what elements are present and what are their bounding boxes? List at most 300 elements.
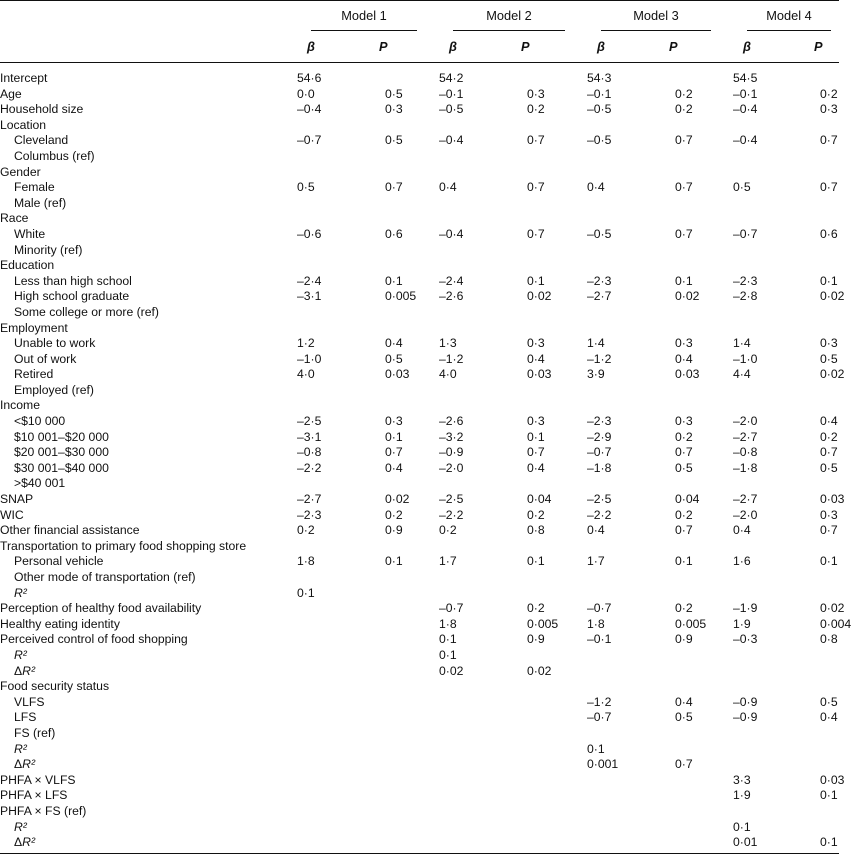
beta-value	[573, 165, 647, 181]
p-value: 0·3	[820, 102, 838, 117]
p-value	[499, 742, 573, 758]
p-value	[792, 305, 839, 321]
p-value	[357, 118, 425, 134]
beta-value: –2·7	[733, 492, 758, 507]
beta-value: –2·4	[297, 273, 322, 288]
table-row	[0, 430, 839, 446]
table-row	[0, 539, 839, 555]
beta-value	[573, 321, 647, 337]
beta-value: –0·1	[439, 86, 464, 101]
beta-value: –1·8	[587, 460, 612, 475]
p-value: 0·7	[527, 180, 545, 195]
p-value	[357, 539, 425, 555]
p-value: 0·1	[792, 835, 839, 853]
beta-value	[573, 648, 647, 664]
beta-value	[283, 149, 357, 165]
p-value: 0·02	[820, 289, 845, 304]
beta-value: 0·4	[439, 180, 457, 195]
p-value: 0·005	[385, 289, 417, 304]
beta-value	[425, 586, 499, 602]
row-label: Employed (ref)	[14, 382, 94, 397]
p-value	[357, 757, 425, 773]
beta-value: –2·2	[587, 507, 612, 522]
table-row	[0, 227, 839, 243]
table-row	[0, 414, 839, 430]
p-value	[647, 383, 719, 399]
beta-value: –1·9	[733, 601, 758, 616]
p-value	[792, 165, 839, 181]
beta-value: –0·9	[439, 445, 464, 460]
p-value: 0·7	[675, 133, 693, 148]
p-value	[647, 804, 719, 820]
table-row	[0, 87, 839, 103]
beta-value	[573, 804, 647, 820]
beta-value: 54·6	[297, 71, 322, 85]
p-value: 0·2	[385, 507, 403, 522]
beta-value	[719, 258, 792, 274]
beta-value: –0·7	[297, 133, 322, 148]
p-value	[792, 804, 839, 820]
beta-value	[719, 539, 792, 555]
beta-value: –3·1	[297, 429, 322, 444]
p-value	[647, 539, 719, 555]
beta-value	[719, 726, 792, 742]
table-row	[0, 321, 839, 337]
p-value: 0·3	[385, 414, 403, 429]
p-value: 0·7	[820, 523, 838, 538]
p-value: 0·7	[385, 180, 403, 195]
row-label: ΔR²	[0, 835, 283, 853]
beta-value	[283, 476, 357, 492]
beta-value: 3·9	[587, 367, 605, 382]
beta-value	[719, 383, 792, 399]
beta-value: 0·1	[439, 632, 457, 647]
row-label: Minority (ref)	[14, 242, 83, 257]
row-label: Income	[0, 398, 40, 413]
beta-value	[573, 476, 647, 492]
beta-value: –2·2	[439, 507, 464, 522]
p-value	[357, 695, 425, 711]
p-header: P	[792, 31, 839, 63]
row-label: Race	[0, 211, 29, 226]
p-value	[647, 586, 719, 602]
p-value: 0·3	[675, 336, 693, 351]
p-value	[499, 757, 573, 773]
p-value	[499, 570, 573, 586]
p-value	[792, 118, 839, 134]
p-value: 0·3	[527, 86, 545, 101]
p-value: 0·2	[675, 102, 693, 117]
beta-value	[425, 710, 499, 726]
p-value: 0·6	[385, 226, 403, 241]
beta-value: –2·0	[733, 414, 758, 429]
beta-value	[283, 211, 357, 227]
beta-value	[573, 211, 647, 227]
table-row	[0, 445, 839, 461]
p-value	[499, 539, 573, 555]
stat-header-row	[0, 31, 839, 63]
beta-value: –0·7	[587, 601, 612, 616]
p-value: 0·7	[675, 226, 693, 241]
p-value	[792, 149, 839, 165]
p-value	[647, 258, 719, 274]
table-row	[0, 835, 839, 853]
table-row	[0, 617, 839, 633]
table-row	[0, 211, 839, 227]
p-value	[647, 305, 719, 321]
p-value: 0·4	[675, 694, 693, 709]
row-label: Female	[14, 180, 55, 195]
p-value: 0·4	[527, 460, 545, 475]
p-value	[647, 118, 719, 134]
table-row	[0, 165, 839, 181]
p-value	[792, 664, 839, 680]
beta-value: –0·4	[733, 133, 758, 148]
beta-value	[425, 835, 499, 853]
row-label: Cleveland	[14, 133, 69, 148]
p-value: 0·1	[385, 429, 403, 444]
row-label: Household size	[0, 102, 84, 117]
beta-value: 0·2	[297, 523, 315, 538]
row-label: $20 001–$30 000	[14, 445, 109, 460]
table-row	[0, 63, 839, 87]
row-label: Intercept	[0, 71, 48, 85]
p-value: 0·1	[527, 554, 545, 569]
beta-value	[719, 586, 792, 602]
beta-value: –0·9	[733, 694, 758, 709]
beta-value: 1·9	[733, 788, 751, 803]
beta-value: 1·7	[439, 554, 457, 569]
p-value: 0·7	[527, 133, 545, 148]
p-value	[792, 476, 839, 492]
row-label: $30 001–$40 000	[14, 460, 109, 475]
beta-value: 0·5	[733, 180, 751, 195]
p-value	[792, 196, 839, 212]
beta-value	[283, 788, 357, 804]
beta-value: 1·8	[587, 616, 605, 631]
beta-value	[573, 118, 647, 134]
p-value	[357, 476, 425, 492]
p-value	[792, 742, 839, 758]
beta-value: –0·1	[587, 632, 612, 647]
beta-value	[573, 570, 647, 586]
p-value: 0·3	[820, 507, 838, 522]
p-value	[499, 149, 573, 165]
p-value	[792, 398, 839, 414]
beta-value: –2·0	[439, 460, 464, 475]
p-value	[499, 804, 573, 820]
p-value	[499, 695, 573, 711]
beta-value: 54·2	[439, 71, 464, 85]
beta-value: –0·7	[439, 601, 464, 616]
beta-value	[573, 149, 647, 165]
table-row	[0, 664, 839, 680]
header-blank	[0, 1, 283, 32]
p-value: 0·4	[675, 351, 693, 366]
p-value	[499, 63, 573, 87]
p-value	[357, 726, 425, 742]
p-value: 0·5	[675, 460, 693, 475]
p-value: 0·4	[385, 336, 403, 351]
p-value: 0·6	[820, 226, 838, 241]
beta-header: β	[573, 31, 647, 63]
beta-value	[425, 773, 499, 789]
beta-header: β	[719, 31, 792, 63]
table-row	[0, 757, 839, 773]
beta-value: 1·8	[439, 616, 457, 631]
beta-value: –2·5	[297, 414, 322, 429]
table-row	[0, 102, 839, 118]
beta-value: 0·2	[439, 523, 457, 538]
row-label: Personal vehicle	[14, 554, 104, 569]
beta-value	[719, 118, 792, 134]
p-value	[357, 679, 425, 695]
p-value: 0·1	[675, 554, 693, 569]
p-value: 0·03	[385, 367, 410, 382]
p-value: 0·9	[385, 523, 403, 538]
row-label: Male (ref)	[14, 195, 67, 210]
table-row	[0, 476, 839, 492]
p-value	[792, 648, 839, 664]
row-label: Less than high school	[14, 273, 132, 288]
p-value: 0·4	[820, 414, 838, 429]
beta-value	[425, 243, 499, 259]
beta-value: –2·4	[439, 273, 464, 288]
p-value: 0·2	[527, 102, 545, 117]
beta-value	[573, 258, 647, 274]
p-value: 0·7	[675, 757, 693, 772]
row-label: PHFA × VLFS	[0, 772, 76, 787]
table-row	[0, 258, 839, 274]
beta-value	[719, 570, 792, 586]
p-value	[499, 321, 573, 337]
beta-value	[425, 742, 499, 758]
row-label: Age	[0, 86, 22, 101]
p-value: 0·4	[527, 351, 545, 366]
p-value	[792, 757, 839, 773]
p-value	[792, 321, 839, 337]
p-value	[792, 820, 839, 836]
row-label: Some college or more (ref)	[14, 304, 159, 319]
model-2-header	[425, 1, 573, 32]
p-value: 0·02	[675, 289, 700, 304]
table-body	[0, 63, 851, 854]
p-value: 0·4	[385, 460, 403, 475]
p-value: 0·4	[820, 710, 838, 725]
beta-value	[573, 773, 647, 789]
beta-value	[719, 742, 792, 758]
beta-value: –2·2	[297, 460, 322, 475]
p-value	[792, 679, 839, 695]
table-row	[0, 788, 839, 804]
beta-value	[283, 664, 357, 680]
p-value: 0·3	[527, 336, 545, 351]
table-row	[0, 804, 839, 820]
p-value: 0·1	[675, 273, 693, 288]
beta-value	[283, 601, 357, 617]
beta-value	[283, 398, 357, 414]
p-value	[499, 835, 573, 853]
table-row	[0, 632, 839, 648]
p-value	[499, 710, 573, 726]
p-value: 0·7	[675, 180, 693, 195]
table-row	[0, 726, 839, 742]
beta-value: 0·4	[587, 180, 605, 195]
row-label: Location	[0, 117, 47, 132]
beta-value: –2·3	[587, 414, 612, 429]
p-value	[647, 321, 719, 337]
beta-value	[573, 305, 647, 321]
table-row	[0, 336, 839, 352]
row-label: WIC	[0, 507, 24, 522]
p-value: 0·5	[675, 710, 693, 725]
beta-value	[719, 211, 792, 227]
p-value	[647, 679, 719, 695]
beta-value: –2·6	[439, 414, 464, 429]
p-value	[357, 398, 425, 414]
row-label: Food security status	[0, 679, 110, 694]
row-label: VLFS	[14, 694, 45, 709]
p-value: 0·02	[527, 289, 552, 304]
p-value	[792, 726, 839, 742]
beta-value: –0·7	[733, 226, 758, 241]
p-header: P	[499, 31, 573, 63]
row-label: <$10 000	[14, 414, 66, 429]
beta-value: –2·3	[733, 273, 758, 288]
p-value	[357, 211, 425, 227]
beta-value: 1·3	[439, 336, 457, 351]
p-value	[357, 258, 425, 274]
table-row	[0, 118, 839, 134]
table-row	[0, 149, 839, 165]
beta-value	[573, 586, 647, 602]
p-value	[357, 773, 425, 789]
p-value	[357, 383, 425, 399]
beta-value	[283, 258, 357, 274]
beta-value	[719, 305, 792, 321]
beta-value: 0·5	[297, 180, 315, 195]
beta-value: –0·4	[439, 226, 464, 241]
p-value	[499, 726, 573, 742]
p-value	[357, 305, 425, 321]
p-value	[499, 476, 573, 492]
p-value	[647, 149, 719, 165]
p-value	[792, 211, 839, 227]
p-value	[357, 788, 425, 804]
beta-value: 4·0	[439, 367, 457, 382]
p-value	[499, 211, 573, 227]
beta-value: –2·3	[587, 273, 612, 288]
beta-value	[573, 835, 647, 853]
beta-value: –1·2	[439, 351, 464, 366]
p-value	[647, 243, 719, 259]
row-label: FS (ref)	[14, 725, 56, 740]
beta-value: 0·1	[587, 741, 605, 756]
p-value	[357, 586, 425, 602]
p-value	[357, 321, 425, 337]
table-row	[0, 352, 839, 368]
row-label: PHFA × LFS	[0, 788, 68, 803]
row-label: White	[14, 226, 46, 241]
p-header: P	[647, 31, 719, 63]
beta-value	[719, 679, 792, 695]
row-label: Other mode of transportation (ref)	[14, 570, 196, 584]
beta-value	[283, 383, 357, 399]
p-value: 0·1	[385, 554, 403, 569]
table-row	[0, 508, 839, 524]
row-label: Perceived control of food shopping	[0, 632, 188, 647]
row-label: R²	[14, 585, 27, 600]
row-label: High school graduate	[14, 289, 130, 304]
beta-value: –2·8	[733, 289, 758, 304]
p-value: 0·2	[820, 86, 838, 101]
p-value	[792, 258, 839, 274]
beta-value: –2·5	[439, 492, 464, 507]
p-value	[647, 165, 719, 181]
beta-value: –0·8	[297, 445, 322, 460]
row-label: PHFA × FS (ref)	[0, 803, 87, 818]
p-value	[499, 165, 573, 181]
beta-value	[719, 398, 792, 414]
row-label: Gender	[0, 164, 41, 179]
row-label: Retired	[14, 367, 54, 382]
p-value: 0·5	[385, 351, 403, 366]
p-value: 0·2	[675, 429, 693, 444]
p-value: 0·9	[527, 632, 545, 647]
beta-value: –0·6	[297, 226, 322, 241]
p-value	[792, 539, 839, 555]
beta-value: 0·02	[439, 663, 464, 678]
table-row	[0, 274, 839, 290]
p-value: 0·7	[675, 445, 693, 460]
beta-value	[283, 648, 357, 664]
beta-value	[283, 305, 357, 321]
beta-value	[283, 196, 357, 212]
model-2-label: Model 2	[453, 2, 565, 31]
beta-value	[425, 258, 499, 274]
beta-value	[573, 679, 647, 695]
p-value: 0·2	[675, 86, 693, 101]
table-row	[0, 367, 839, 383]
table-row	[0, 243, 839, 259]
p-value: 0·5	[820, 351, 838, 366]
p-value: 0·02	[527, 663, 552, 678]
beta-value: –0·4	[733, 102, 758, 117]
p-value	[357, 196, 425, 212]
beta-value	[425, 383, 499, 399]
p-value	[357, 63, 425, 87]
p-value	[647, 773, 719, 789]
beta-value	[425, 679, 499, 695]
beta-value	[283, 726, 357, 742]
p-value: 0·3	[385, 102, 403, 117]
beta-value: 0·0	[297, 86, 315, 101]
beta-value	[283, 820, 357, 836]
row-label: >$40 001	[14, 476, 66, 491]
row-label: R²	[14, 647, 27, 662]
p-value	[647, 742, 719, 758]
beta-value: –0·5	[587, 226, 612, 241]
p-value	[792, 586, 839, 602]
beta-value: –2·6	[439, 289, 464, 304]
beta-value: –1·0	[297, 351, 322, 366]
row-label: ΔR²	[14, 663, 36, 678]
p-value: 0·03	[527, 367, 552, 382]
p-value: 0·8	[820, 632, 838, 647]
p-value	[499, 820, 573, 836]
model-4-header	[719, 1, 839, 32]
model-3-label: Model 3	[601, 2, 711, 31]
